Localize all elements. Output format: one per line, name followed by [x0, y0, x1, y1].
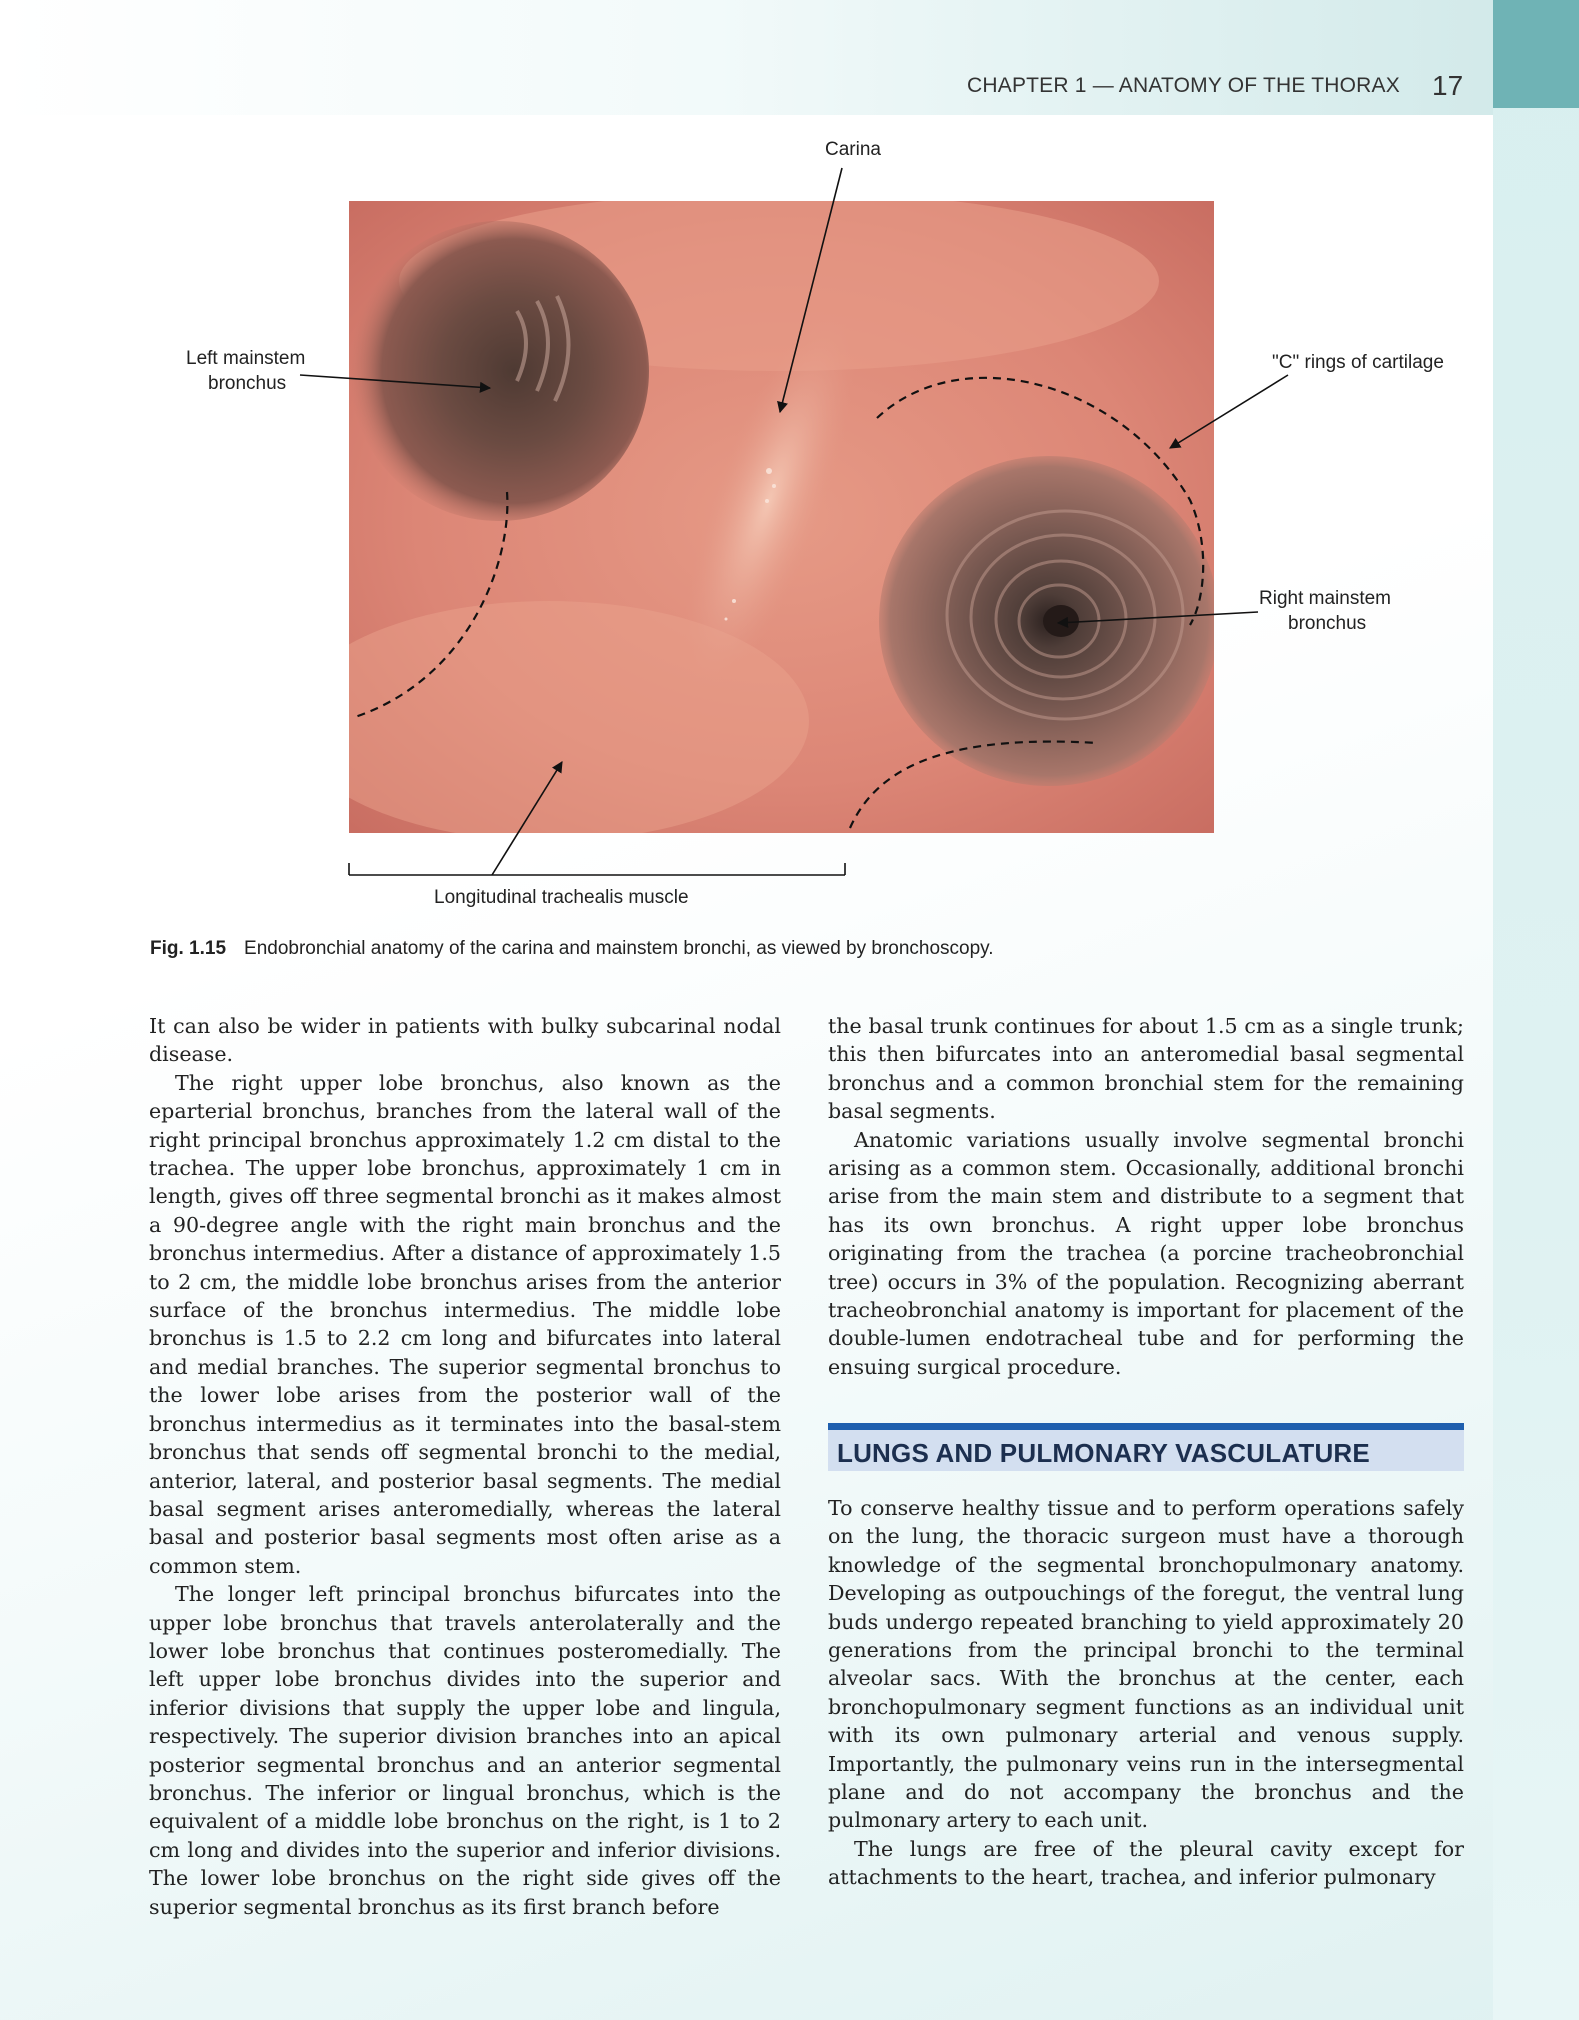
- c-rings-arrow: [1170, 375, 1288, 448]
- label-left-mainstem-line1: Left mainstem: [186, 348, 306, 369]
- paragraph: It can also be wider in patients with bulky subcarinal nodal disease.: [149, 1014, 781, 1067]
- label-left-mainstem-line2: bronchus: [208, 373, 287, 394]
- section-heading: [828, 1423, 1464, 1471]
- paragraph: The right upper lobe bronchus, also known as the eparterial bronchus, branches from the lateral wall of the right principal bronchus approximately 1.2 cm distal to the trachea. The upper lobe bronchus, approximately 1 cm in length, gives off three segmental bronchi as it makes almost a 90-degree angle with the right main bronchus and the bronchus intermedius. After a distance of approximately 1.5 to 2 cm, the middle lobe bronchus arises from the anterior surface of the bronchus intermedius. The middle lobe bronchus is 1.5 to 2.2 cm long and bifurcates into lateral and medial branches. The superior segmental bronchus to the lower lobe arises from the posterior wall of the bronchus intermedius as it terminates into the basal-stem bronchus that sends off segmental bronchi to the medial, anterior, lateral, and posterior basal segments. The medial basal segment arises anteromedially, whereas the lateral basal and posterior basal segments most often arise as a common stem.: [149, 1070, 781, 1578]
- page-number: 17: [1432, 70, 1464, 101]
- right-bronchus-arrow: [1058, 612, 1258, 623]
- paragraph: Anatomic variations usually involve segmental bronchi arising as a common stem. Occasionally, additional bronchi arise from the main stem and distribute to a segment that has its own bronchus. A right upper lobe bronchus originating from the trachea (a porcine tracheobronchial tree) occurs in 3% of the population. Recognizing aberrant tracheobronchial anatomy is important for placement of the double-lumen endotracheal tube and for performing the ensuing surgical procedure.: [828, 1127, 1464, 1379]
- left-dashed-outline: [352, 492, 507, 718]
- label-right-mainstem-line2: bronchus: [1288, 613, 1367, 634]
- figure-caption-text: Endobronchial anatomy of the carina and mainstem bronchi, as viewed by bronchoscopy.: [244, 938, 994, 959]
- paragraph: The lungs are free of the pleural cavity except for attachments to the heart, trachea, and inferior pulmonary: [828, 1836, 1464, 1890]
- running-head: CHAPTER 1 — ANATOMY OF THE THORAX: [967, 74, 1400, 97]
- right-dashed-outline-upper: [877, 378, 1203, 625]
- right-text-column-bottom: [828, 1494, 1464, 1892]
- label-trachealis: Longitudinal trachealis muscle: [434, 887, 689, 908]
- label-c-rings: "C" rings of cartilage: [1272, 352, 1444, 373]
- figure-caption: [150, 938, 994, 960]
- paragraph: To conserve healthy tissue and to perform operations safely on the lung, the thoracic surgeon must have a thorough knowledge of the segmental bronchopulmonary anatomy. Developing as outpouchings of the foregut, the ventral lung buds undergo repeated branching to yield approximately 20 generations from the principal bronchi to the terminal alveolar sacs. With the bronchus at the center, each bronchopulmonary segment functions as an individual unit with its own pulmonary arterial and venous supply. Importantly, the pulmonary veins run in the intersegmental plane and do not accompany the bronchus and the pulmonary artery to each unit.: [828, 1496, 1464, 1833]
- label-carina: Carina: [825, 139, 881, 160]
- trachealis-bracket: [349, 863, 845, 875]
- label-right-mainstem-line1: Right mainstem: [1259, 588, 1391, 609]
- carina-arrow: [780, 168, 842, 412]
- paragraph: The longer left principal bronchus bifurcates into the upper lobe bronchus that travels anterolaterally and the lower lobe bronchus that continues posteromedially. The left upper lobe bronchus divides into the superior and inferior divisions that supply the upper lobe and lingula, respectively. The superior division branches into an apical posterior segmental bronchus and an anterior segmental bronchus. The inferior or lingual bronchus, which is the equivalent of a middle lobe bronchus on the right, is 1 to 2 cm long and divides into the superior and inferior divisions. The lower lobe bronchus on the right side gives off the superior segmental bronchus as its first branch before: [149, 1582, 781, 1919]
- section-heading-text: LUNGS AND PULMONARY VASCULATURE: [837, 1438, 1370, 1468]
- trachealis-arrow: [492, 762, 562, 875]
- left-text-column: [149, 1012, 781, 1921]
- left-bronchus-arrow: [300, 375, 490, 388]
- right-dashed-outline-lower: [850, 742, 1098, 828]
- right-text-column-top: [828, 1012, 1464, 1381]
- figure-number: Fig. 1.15: [150, 938, 227, 959]
- paragraph: the basal trunk continues for about 1.5 cm as a single trunk; this then bifurcates into an anteromedial basal segmental bronchus and a common bronchial stem for the remaining basal segments.: [828, 1014, 1464, 1124]
